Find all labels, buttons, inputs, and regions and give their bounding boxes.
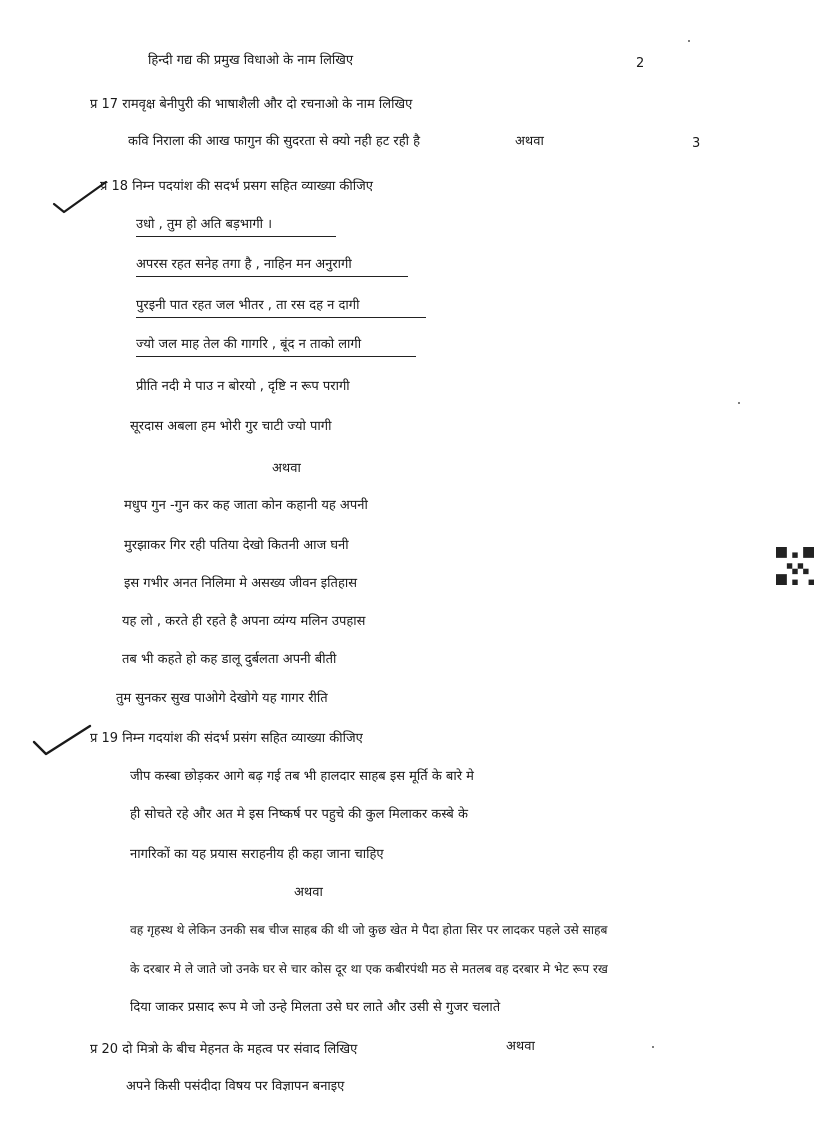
poem-line: पुरइनी पात रहत जल भीतर , ता रस दह न दागी xyxy=(136,297,426,318)
question-19: प्र 19 निम्न गदयांश की संदर्भ प्रसंग सहित व्याख्या कीजिए xyxy=(90,731,363,746)
marks: 3 xyxy=(692,136,701,151)
prose-line: जीप कस्बा छोड़कर आगे बढ़ गई तब भी हालदार साहब इस मूर्ति के बारे मे xyxy=(130,769,474,784)
poem-line: मधुप गुन -गुन कर कह जाता कोन कहानी यह अपनी xyxy=(124,498,368,513)
poem-line: उधो , तुम हो अति बड़भागी । xyxy=(136,216,336,237)
poem-line: तुम सुनकर सुख पाओगे देखोगे यह गागर रीति xyxy=(116,691,328,706)
question-17-alt: कवि निराला की आख फागुन की सुदरता से क्यो नही हट रही है xyxy=(128,134,421,149)
or-label: अथवा xyxy=(515,134,544,149)
question-20-alt: अपने किसी पसंदीदा विषय पर विज्ञापन बनाइए xyxy=(126,1079,345,1094)
prose-line: ही सोचते रहे और अत मे इस निष्कर्ष पर पहुचे की कुल मिलाकर कस्बे के xyxy=(130,807,468,822)
prose-line: नागरिकों का यह प्रयास सराहनीय ही कहा जाना चाहिए xyxy=(130,847,384,862)
prose-line: दिया जाकर प्रसाद रूप मे जो उन्हे मिलता उसे घर लाते और उसी से गुजर चलाते xyxy=(130,1000,501,1015)
poem-line: यह लो , करते ही रहते है अपना व्यंग्य मलिन उपहास xyxy=(122,614,366,629)
poem-line: मुरझाकर गिर रही पतिया देखो कितनी आज घनी xyxy=(124,538,349,553)
qr-code-icon xyxy=(776,547,814,585)
or-label: अथवा xyxy=(294,885,323,900)
poem-line: तब भी कहते हो कह डालू दुर्बलता अपनी बीती xyxy=(122,652,337,667)
poem-line: सूरदास अबला हम भोरी गुर चाटी ज्यो पागी xyxy=(130,419,332,434)
or-label: अथवा xyxy=(506,1039,535,1054)
marks: 2 xyxy=(636,56,645,71)
or-label: अथवा xyxy=(272,461,301,476)
prose-line: वह गृहस्थ थे लेकिन उनकी सब चीज साहब की थी जो कुछ खेत मे पैदा होता सिर पर लादकर पहले उसे साहब xyxy=(130,923,608,937)
poem-line: अपरस रहत सनेह तगा है , नाहिन मन अनुरागी xyxy=(136,256,408,277)
scan-speck xyxy=(688,40,690,42)
scan-speck xyxy=(652,1046,654,1048)
poem-line: प्रीति नदी मे पाउ न बोरयो , दृष्टि न रूप परागी xyxy=(136,379,350,394)
checkmark-icon xyxy=(30,722,94,758)
question-17: प्र 17 रामवृक्ष बेनीपुरी की भाषाशैली और दो रचनाओ के नाम लिखिए xyxy=(90,97,413,112)
prose-line: के दरबार मे ले जाते जो उनके घर से चार कोस दूर था एक कबीरपंथी मठ से मतलब वह दरबार मे भेट रूप रख xyxy=(130,962,608,976)
poem-line: इस गभीर अनत निलिमा मे असख्य जीवन इतिहास xyxy=(124,576,358,591)
poem-line: ज्यो जल माह तेल की गागरि , बूंद न ताको लागी xyxy=(136,336,416,357)
question-18: प्र 18 निम्न पदयांश की सदर्भ प्रसग सहित व्याख्या कीजिए xyxy=(100,179,373,194)
scan-speck xyxy=(738,402,740,404)
question-line: हिन्दी गद्य की प्रमुख विधाओ के नाम लिखिए xyxy=(148,53,354,68)
question-20: प्र 20 दो मित्रो के बीच मेहनत के महत्व पर संवाद लिखिए xyxy=(90,1042,358,1057)
